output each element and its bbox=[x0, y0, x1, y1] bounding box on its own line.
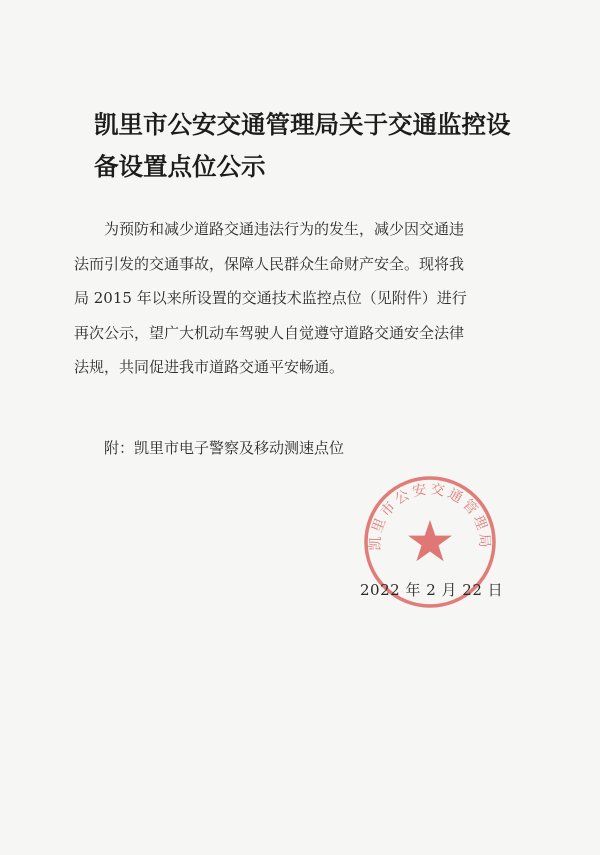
title-line-2: 备设置点位公示 bbox=[94, 152, 266, 181]
title-line-1: 凯里市公安交通管理局关于交通监控设 bbox=[94, 110, 511, 139]
page-title bbox=[94, 104, 524, 188]
document-date: 2022 年 2 月 22 日 bbox=[360, 581, 504, 599]
body-line: 局 2015 年以来所设置的交通技术监控点位（见附件）进行 bbox=[74, 289, 467, 307]
body-line: 再次公示，望广大机动车驾驶人自觉遵守道路交通安全法律 bbox=[74, 323, 465, 342]
attachment-note: 附：凯里市电子警察及移动测速点位 bbox=[104, 439, 345, 457]
seal-text: 凯里市公安交通管理局 bbox=[367, 481, 493, 551]
body-line: 法而引发的交通事故，保障人民群众生命财产安全。现将我 bbox=[74, 254, 465, 273]
body-line: 为预防和减少道路交通违法行为的发生，减少因交通违 bbox=[104, 220, 465, 238]
seal-star-icon bbox=[408, 520, 452, 561]
body-line: 法规，共同促进我市道路交通平安畅通。 bbox=[74, 358, 345, 376]
body-paragraph bbox=[74, 212, 544, 385]
